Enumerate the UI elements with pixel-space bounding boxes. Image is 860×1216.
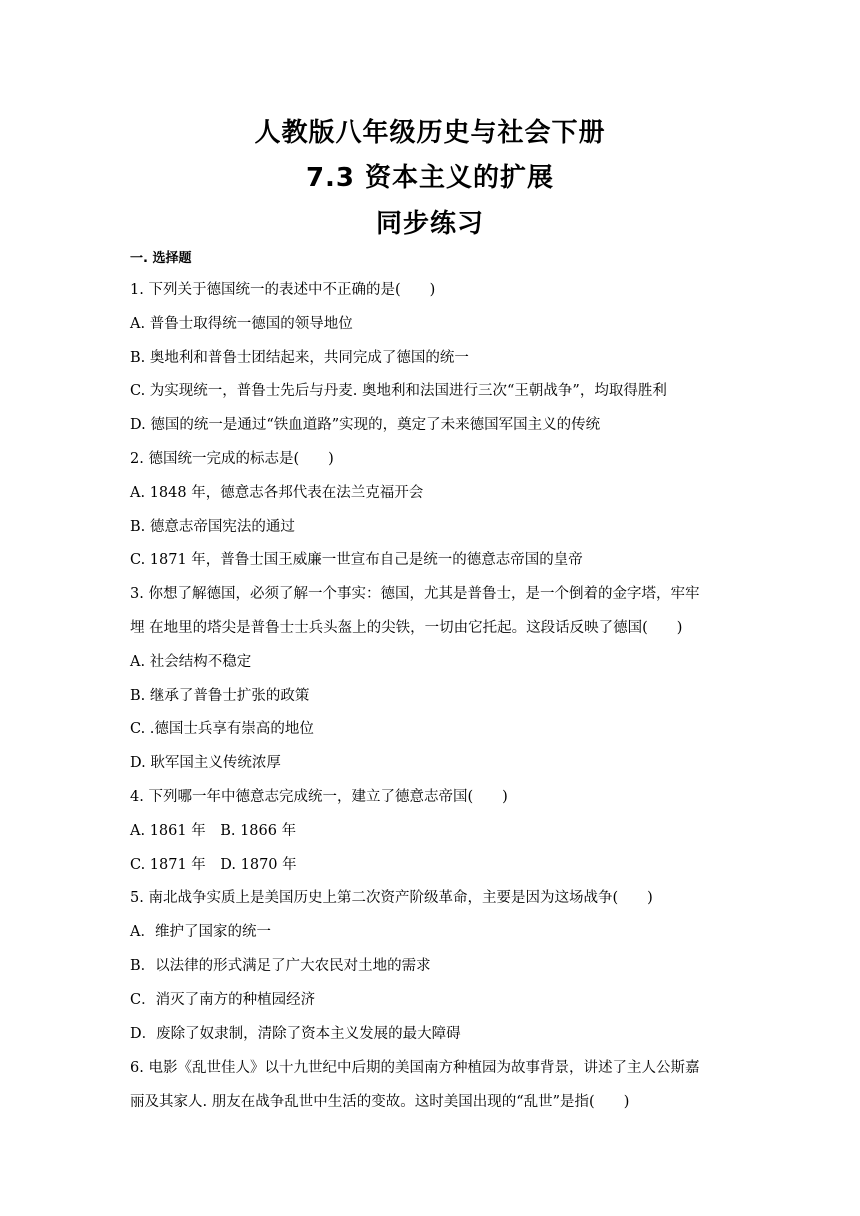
question-3-stem-line-2: 埋 在地里的塔尖是普鲁士士兵头盔上的尖铁，一切由它托起。这段话反映了德国( ) xyxy=(130,620,683,636)
question-1-option-b: B. 奥地利和普鲁士团结起来，共同完成了德国的统一 xyxy=(130,350,469,366)
question-4-options-cd: C. 1871 年 D. 1870 年 xyxy=(130,857,297,873)
question-6-stem-line-1: 6. 电影《乱世佳人》以十九世纪中后期的美国南方种植园为故事背景，讲述了主人公斯嘉 xyxy=(130,1060,700,1076)
question-3-option-b: B. 继承了普鲁士扩张的政策 xyxy=(130,688,310,704)
question-3-option-c: C. .德国士兵享有崇高的地位 xyxy=(130,721,314,737)
question-1-option-c: C. 为实现统一，普鲁士先后与丹麦. 奥地利和法国进行三次“王朝战争”，均取得胜利 xyxy=(130,383,667,399)
lesson-title: 7.3 资本主义的扩展 xyxy=(305,163,555,193)
document-title: 人教版八年级历史与社会下册 xyxy=(254,118,606,148)
question-6-stem-line-2: 丽及其家人. 朋友在战争乱世中生活的变故。这时美国出现的“乱世”是指( ) xyxy=(130,1094,630,1110)
question-1-option-a: A. 普鲁士取得统一德国的领导地位 xyxy=(130,316,353,332)
question-1-option-d: D. 德国的统一是通过“铁血道路”实现的，奠定了未来德国军国主义的传统 xyxy=(130,417,601,433)
question-2-option-a: A. 1848 年，德意志各邦代表在法兰克福开会 xyxy=(130,485,424,501)
question-5-option-b: B．以法律的形式满足了广大农民对土地的需求 xyxy=(130,958,431,974)
question-1-stem: 1. 下列关于德国统一的表述中不正确的是( ) xyxy=(130,282,436,298)
question-3-stem-line-1: 3. 你想了解德国，必须了解一个事实：德国，尤其是普鲁士，是一个倒着的金字塔，牢牢 xyxy=(130,586,700,602)
question-3-option-d: D. 耿军国主义传统浓厚 xyxy=(130,755,281,771)
section-heading: 一. 选择题 xyxy=(130,251,192,266)
question-2-option-b: B. 德意志帝国宪法的通过 xyxy=(130,519,295,535)
question-5-option-c: C．消灭了南方的种植园经济 xyxy=(130,992,316,1008)
question-4-stem: 4. 下列哪一年中德意志完成统一，建立了德意志帝国( ) xyxy=(130,789,508,805)
question-3-option-a: A. 社会结构不稳定 xyxy=(130,654,252,670)
question-4-options-ab: A. 1861 年 B. 1866 年 xyxy=(130,823,297,839)
exercise-type-title: 同步练习 xyxy=(375,209,484,239)
question-2-stem: 2. 德国统一完成的标志是( ) xyxy=(130,451,334,467)
question-5-option-d: D．废除了奴隶制，清除了资本主义发展的最大障碍 xyxy=(130,1026,461,1042)
question-5-stem: 5. 南北战争实质上是美国历史上第二次资产阶级革命，主要是因为这场战争( ) xyxy=(130,890,653,906)
question-2-option-c: C. 1871 年，普鲁士国王威廉一世宣布自己是统一的德意志帝国的皇帝 xyxy=(130,552,583,568)
question-5-option-a: A．维护了国家的统一 xyxy=(130,924,271,940)
